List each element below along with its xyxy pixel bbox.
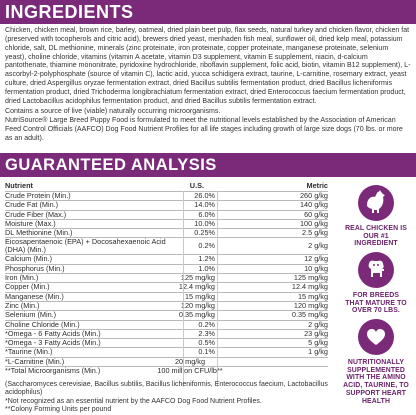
live-microorganisms-note: Contains a source of live (viable) naturally occurring microorganisms. xyxy=(5,107,221,115)
badge-large-breed xyxy=(343,252,409,315)
badge-real-chicken xyxy=(343,185,409,248)
table-row xyxy=(5,357,328,366)
heart-icon xyxy=(358,319,394,355)
nutrient-name: Selenium (Min.) xyxy=(5,310,57,320)
nutrient-name: *Taurine (Min.) xyxy=(5,347,53,357)
nutrient-name: Calcium (Min.) xyxy=(5,254,53,264)
table-row xyxy=(5,338,328,347)
nutrient-value-us: 125 mg/kg xyxy=(180,273,215,283)
nutrient-name: Eicosapentaenoic (EPA) + Docosahexaenoic Acid (DHA) (Min.) xyxy=(5,237,166,255)
nutrient-value-metric: 2.5 g/kg xyxy=(302,228,328,238)
guaranteed-analysis-table xyxy=(5,181,328,375)
guaranteed-analysis-banner xyxy=(0,153,416,177)
nutrient-value-metric: 1 g/kg xyxy=(308,347,328,357)
nutrient-value-metric: 260 g/kg xyxy=(300,191,328,200)
badge-circle xyxy=(358,252,394,288)
table-row xyxy=(5,320,328,329)
nutrient-value-us: 120 mg/kg xyxy=(180,300,215,310)
nutrient-value-us: 1.0% xyxy=(198,263,215,273)
badge-circle xyxy=(358,185,394,221)
guaranteed-analysis-title: GUARANTEED ANALYSIS xyxy=(5,156,217,174)
aafco-statement: NutriSource® Large Breed Puppy Food is formulated to meet the nutritional levels established by the Association of American Feed Control Officials (AAFCO) Dog Food Nutrient Profiles for all life stages including growth of large size dogs (70 lbs. or more as an adult). xyxy=(5,117,403,143)
header-nutrient: Nutrient xyxy=(5,181,33,190)
ingredients-list: Chicken, chicken meal, brown rice, barley, oatmeal, dried plain beet pulp, flax seeds, natural turkey and chicken flavor, chicken fat (preserved with tocopherols and citric acid), brewers dried yeast, menhaden fish meal, sunflower oil, dried kelp meal, potassium chloride, salt, DL methionine, minerals (zinc proteinate, iron proteinate, copper proteinate, manganese proteinate, selenium yeast), choline chloride, vitamins (vitamin A acetate, vitamin D3 supplement, vitamin E supplement, niacin, d-calcium pantothenate, thiamine mononitrate, pyridoxine hydrochloride, riboflavin supplement, folic acid, biotin, vitamin B12 supplement), L-ascorbyl-2-polyphosphate (source of vitamin C), lactic acid, yucca schidigera extract, taurine, L-carnitine, rosemary extract, yeast culture, dried Aspergillus oryzae fermentation extract, dried Bacillus subtilis fermentation product, dried Bacillus licheniformis fermentation product, dried Trichoderma longibrachiatum fermentation extract, dried Enterococcus faecium fermentation product, dried Lactobacillus acidophilus fermentation product, and dried Bacillus subtilis fermentation extract. xyxy=(5,27,411,105)
table-row xyxy=(5,366,328,375)
badge-text: NUTRITIONALLY SUPPLEMENTED WITH THE AMINO ACID, TAURINE, TO SUPPORT HEART HEALTH xyxy=(343,359,409,405)
nutrient-name: Manganese (Min.) xyxy=(5,291,64,301)
nutrient-value-metric: 2 g/kg xyxy=(308,319,328,329)
nutrient-value-metric: 125 mg/kg xyxy=(293,273,328,283)
nutrient-value-us: 0.25% xyxy=(194,228,215,238)
column-divider xyxy=(183,191,184,387)
nutrient-value-us: 0.5% xyxy=(198,338,215,348)
table-row xyxy=(5,329,328,338)
table-row xyxy=(5,310,328,319)
badge-circle xyxy=(358,319,394,355)
nutrient-value-us: 0.2% xyxy=(198,241,215,251)
puppy-icon xyxy=(358,252,394,288)
nutrient-name: *L-Carnitine (Min.) xyxy=(5,356,65,366)
nutrient-name: Crude Fiber (Max.) xyxy=(5,209,67,219)
nutrient-name: **Total Microorganisms (Min.) xyxy=(5,366,101,376)
nutrient-name: *Omega - 6 Fatty Acids (Min.) xyxy=(5,328,101,338)
table-row xyxy=(5,228,328,237)
nutrient-value-us: 0.1% xyxy=(198,347,215,357)
nutrient-value-us: 2.3% xyxy=(198,328,215,338)
nutrient-name: Crude Fat (Min.) xyxy=(5,200,59,210)
header-us: U.S. xyxy=(189,181,204,190)
table-row xyxy=(5,273,328,282)
nutrient-value-metric: 12.4 mg/kg xyxy=(291,282,328,292)
column-divider xyxy=(217,191,218,387)
table-header xyxy=(5,181,328,191)
nutrient-value-metric: 12 g/kg xyxy=(304,254,328,264)
nutrient-value-metric: 140 g/kg xyxy=(300,200,328,210)
table-row xyxy=(5,219,328,228)
table-row xyxy=(5,191,328,200)
nutrient-value-us: 12.4 mg/kg xyxy=(178,282,215,292)
nutrient-value-metric: 23 g/kg xyxy=(304,328,328,338)
nutrient-name: Zinc (Min.) xyxy=(5,300,40,310)
nutrient-name: Choline Chloride (Min.) xyxy=(5,319,80,329)
ingredients-section xyxy=(5,27,411,144)
nutrient-name: DL Methionine (Min.) xyxy=(5,228,73,238)
nutrient-value-metric: 5 g/kg xyxy=(308,338,328,348)
nutrient-value-metric: 120 mg/kg xyxy=(293,300,328,310)
header-metric: Metric xyxy=(306,181,328,190)
nutrient-name: Copper (Min.) xyxy=(5,282,50,292)
nutrient-value-us: 14.0% xyxy=(194,200,215,210)
table-row xyxy=(5,210,328,219)
nutrient-value-span: 100 million CFU/lb** xyxy=(157,366,223,376)
nutrient-value-metric: 15 mg/kg xyxy=(297,291,328,301)
nutrient-value-metric: 0.35 mg/kg xyxy=(291,310,328,320)
nutrient-value-metric: 2 g/kg xyxy=(308,241,328,251)
nutrient-value-us: 0.2% xyxy=(198,319,215,329)
footnote-2: **Colony Forming Units per pound xyxy=(5,406,112,414)
table-row xyxy=(5,282,328,291)
badge-text: REAL CHICKEN IS OUR #1 INGREDIENT xyxy=(345,225,407,248)
badge-taurine xyxy=(343,319,409,405)
nutrient-value-metric: 10 g/kg xyxy=(304,263,328,273)
nutrient-value-us: 1.2% xyxy=(198,254,215,264)
nutrient-value-us: 10.0% xyxy=(194,218,215,228)
microorganisms-note: (Saccharomyces cerevisiae, Bacillus subtilis, Bacillus licheniformis, Enterococcus faecium, Lactobacillus acidophilus) xyxy=(5,381,328,397)
table-body xyxy=(5,191,328,375)
nutrient-value-metric: 100 g/kg xyxy=(300,218,328,228)
nutrient-name: Phosphorus (Min.) xyxy=(5,263,65,273)
chicken-icon xyxy=(358,185,394,221)
nutrient-value-us: 26.0% xyxy=(194,191,215,200)
footnote-1: *Not recognized as an essential nutrient by the AAFCO Dog Food Nutrient Profiles. xyxy=(5,397,262,405)
table-row xyxy=(5,292,328,301)
ingredients-banner xyxy=(0,0,416,24)
badge-text: FOR BREEDS THAT MATURE TO OVER 70 LBS. xyxy=(345,292,407,315)
nutrient-name: Moisture (Max.) xyxy=(5,218,56,228)
nutrient-value-us: 0.35 mg/kg xyxy=(178,310,215,320)
table-row xyxy=(5,254,328,263)
table-row xyxy=(5,347,328,356)
nutrient-name: *Omega - 3 Fatty Acids (Min.) xyxy=(5,338,101,348)
table-row xyxy=(5,264,328,273)
nutrient-value-span: 20 mg/kg xyxy=(174,356,205,366)
table-row xyxy=(5,200,328,209)
ingredients-title: INGREDIENTS xyxy=(5,2,134,22)
nutrient-name: Crude Protein (Min.) xyxy=(5,191,71,200)
table-row xyxy=(5,237,328,254)
analysis-notes xyxy=(5,381,330,415)
nutrient-value-us: 6.0% xyxy=(198,209,215,219)
nutrient-value-us: 15 mg/kg xyxy=(184,291,215,301)
nutrient-name: Iron (Min.) xyxy=(5,273,39,283)
nutrient-value-metric: 60 g/kg xyxy=(304,209,328,219)
table-row xyxy=(5,301,328,310)
